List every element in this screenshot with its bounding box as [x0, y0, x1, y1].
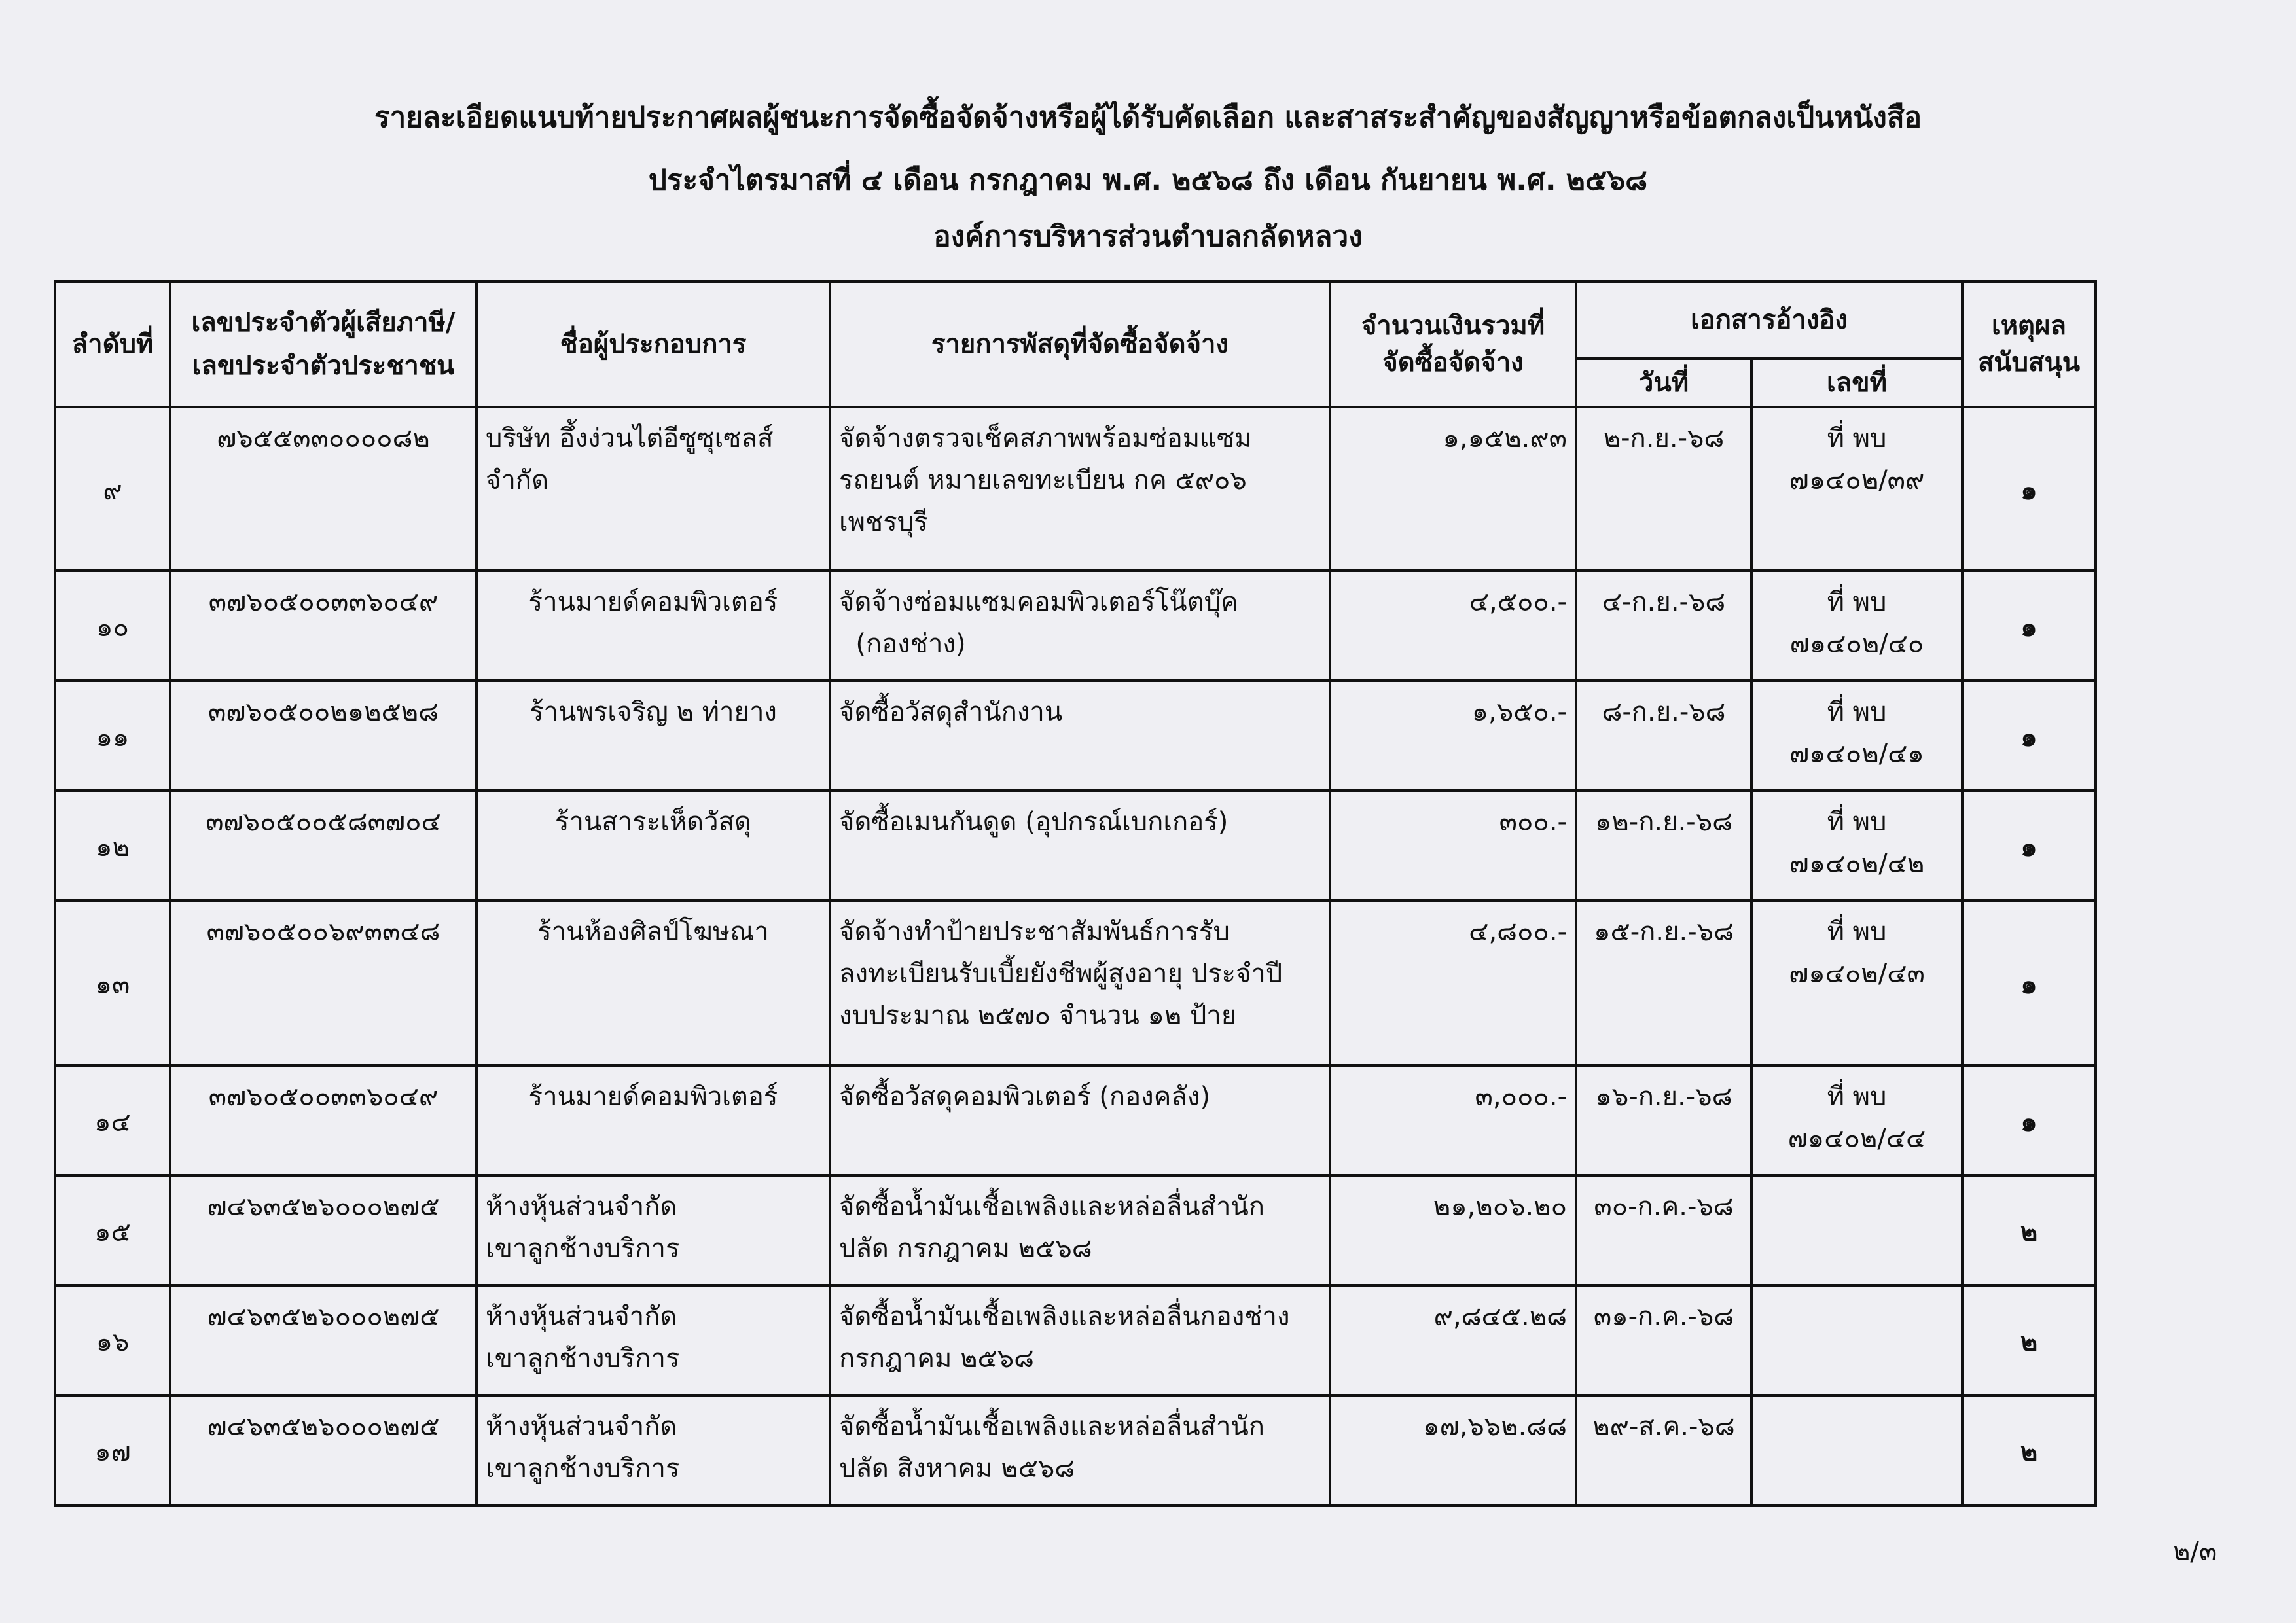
item-line: จัดจ้างทำป้ายประชาสัมพันธ์การรับ — [839, 917, 1230, 947]
cell-item — [830, 681, 1330, 791]
cell-tax-id — [170, 407, 476, 571]
cell-seq — [55, 1065, 170, 1175]
amount-value: ๔,๕๐๐.- — [1469, 587, 1567, 617]
cell-reason — [1962, 901, 2096, 1065]
vendor-line: ห้างหุ้นส่วนจำกัด — [486, 1412, 677, 1442]
table-row — [55, 1175, 2096, 1285]
cell-tax-id — [170, 1175, 476, 1285]
cell-amount — [1330, 901, 1576, 1065]
header-reason-line1: เหตุผล — [1992, 311, 2066, 341]
cell-amount — [1330, 1285, 1576, 1395]
header-item: รายการพัสดุที่จัดซื้อจัดจ้าง — [830, 281, 1330, 407]
cell-tax-id — [170, 901, 476, 1065]
item-line: จัดซื้อน้ำมันเชื้อเพลิงและหล่อลื่นสำนัก — [839, 1192, 1265, 1222]
cell-seq — [55, 681, 170, 791]
tax-id-value: ๓๗๖๐๕๐๐๓๓๖๐๔๙ — [208, 587, 439, 617]
cell-item — [830, 901, 1330, 1065]
cell-reason — [1962, 571, 2096, 681]
vendor-line: ร้านมายด์คอมพิวเตอร์ — [528, 587, 778, 617]
vendor-line: เขาลูกช้างบริการ — [486, 1454, 680, 1484]
item-line: จัดซื้อน้ำมันเชื้อเพลิงและหล่อลื่นสำนัก — [839, 1412, 1265, 1442]
cell-ref-no — [1751, 901, 1962, 1065]
item-line: จัดซื้อวัสดุสำนักงาน — [839, 697, 1063, 727]
cell-reason — [1962, 1285, 2096, 1395]
tax-id-value: ๗๔๖๓๕๒๖๐๐๐๒๗๕ — [207, 1412, 440, 1442]
cell-ref-no — [1751, 1065, 1962, 1175]
item-line: ลงทะเบียนรับเบี้ยยังชีพผู้สูงอายุ ประจำปี — [839, 959, 1283, 989]
amount-value: ๓๐๐.- — [1499, 807, 1567, 837]
cell-tax-id — [170, 791, 476, 901]
cell-ref-no — [1751, 681, 1962, 791]
ref-no-line: ๗๑๔๐๒/๔๓ — [1789, 959, 1925, 989]
cell-seq — [55, 1395, 170, 1505]
cell-ref-date — [1576, 791, 1751, 901]
header-seq: ลำดับที่ — [55, 281, 170, 407]
cell-seq — [55, 1175, 170, 1285]
cell-amount — [1330, 1395, 1576, 1505]
table-row — [55, 407, 2096, 571]
cell-seq — [55, 1285, 170, 1395]
amount-value: ๔,๘๐๐.- — [1469, 917, 1567, 947]
page-number: ๒/๓ — [2173, 1537, 2217, 1567]
cell-amount — [1330, 571, 1576, 681]
item-line: งบประมาณ ๒๕๗๐ จำนวน ๑๒ ป้าย — [839, 1001, 1237, 1031]
ref-date-value: ๑๖-ก.ย.-๖๘ — [1595, 1082, 1732, 1112]
reason-value: ๒ — [2020, 1437, 2038, 1467]
document-subtitle-period: ประจำไตรมาสที่ ๔ เดือน กรกฎาคม พ.ศ. ๒๕๖๘ ถึง เดือน กันยายน พ.ศ. ๒๕๖๘ — [648, 164, 1648, 197]
ref-no-line: ๗๑๔๐๒/๔๐ — [1789, 629, 1924, 659]
vendor-line: จำกัด — [486, 465, 549, 495]
header-tax-id — [170, 281, 476, 407]
procurement-table — [54, 280, 2097, 1507]
ref-no-line: ที่ พบ — [1827, 697, 1887, 727]
reason-value: ๑ — [2020, 1107, 2037, 1137]
ref-date-value: ๔-ก.ย.-๖๘ — [1602, 587, 1726, 617]
seq-value: ๑๓ — [95, 970, 130, 1000]
cell-ref-date — [1576, 681, 1751, 791]
cell-vendor — [476, 1065, 830, 1175]
item-line: จัดซื้อเมนกันดูด (อุปกรณ์เบกเกอร์) — [839, 807, 1229, 837]
cell-item — [830, 1175, 1330, 1285]
seq-value: ๑๒ — [96, 832, 130, 863]
item-line: จัดซื้อน้ำมันเชื้อเพลิงและหล่อลื่นกองช่าง — [839, 1302, 1290, 1332]
table-row — [55, 1395, 2096, 1505]
item-line: ปลัด กรกฎาคม ๒๕๖๘ — [839, 1234, 1092, 1264]
cell-vendor — [476, 901, 830, 1065]
ref-date-value: ๓๐-ก.ค.-๖๘ — [1594, 1192, 1734, 1222]
header-vendor: ชื่อผู้ประกอบการ — [476, 281, 830, 407]
cell-vendor — [476, 571, 830, 681]
seq-value: ๑๖ — [96, 1327, 130, 1357]
cell-ref-date — [1576, 1285, 1751, 1395]
seq-value: ๑๐ — [96, 613, 129, 643]
amount-value: ๑,๖๕๐.- — [1471, 697, 1567, 727]
cell-item — [830, 791, 1330, 901]
ref-no-line: ๗๑๔๐๒/๓๙ — [1789, 465, 1925, 495]
header-reason-line2: สนับสนุน — [1977, 348, 2081, 378]
reason-value: ๑ — [2020, 832, 2037, 863]
cell-reason — [1962, 1175, 2096, 1285]
cell-seq — [55, 901, 170, 1065]
header-amount-line2: จัดซื้อจัดจ้าง — [1382, 348, 1524, 378]
table-row — [55, 681, 2096, 791]
reason-value: ๑ — [2020, 476, 2037, 506]
cell-vendor — [476, 1395, 830, 1505]
reason-value: ๑ — [2020, 613, 2037, 643]
cell-ref-date — [1576, 571, 1751, 681]
cell-reason — [1962, 1395, 2096, 1505]
amount-value: ๒๑,๒๐๖.๒๐ — [1433, 1192, 1567, 1222]
ref-no-line: ที่ พบ — [1827, 917, 1887, 947]
ref-date-value: ๒๙-ส.ค.-๖๘ — [1592, 1412, 1735, 1442]
cell-tax-id — [170, 1285, 476, 1395]
cell-ref-date — [1576, 901, 1751, 1065]
table-row — [55, 1065, 2096, 1175]
ref-date-value: ๓๑-ก.ค.-๖๘ — [1593, 1302, 1734, 1332]
item-line: (กองช่าง) — [839, 629, 966, 659]
amount-value: ๓,๐๐๐.- — [1475, 1082, 1567, 1112]
header-ref-date: วันที่ — [1576, 359, 1751, 407]
cell-vendor — [476, 791, 830, 901]
ref-no-line: ๗๑๔๐๒/๔๒ — [1789, 849, 1925, 879]
reason-value: ๑ — [2020, 970, 2037, 1000]
cell-ref-date — [1576, 407, 1751, 571]
header-tax-id-line2: เลขประจำตัวประชาชน — [192, 351, 455, 381]
cell-item — [830, 1285, 1330, 1395]
item-line: กรกฎาคม ๒๕๖๘ — [839, 1344, 1034, 1374]
ref-no-line: ที่ พบ — [1827, 807, 1887, 837]
cell-reason — [1962, 407, 2096, 571]
item-line: รถยนต์ หมายเลขทะเบียน กค ๕๙๐๖ — [839, 465, 1247, 495]
tax-id-value: ๗๖๕๕๓๓๐๐๐๐๘๒ — [217, 423, 430, 454]
cell-ref-no — [1751, 791, 1962, 901]
ref-no-line: ๗๑๔๐๒/๔๑ — [1789, 739, 1924, 769]
tax-id-value: ๗๔๖๓๕๒๖๐๐๐๒๗๕ — [207, 1192, 440, 1222]
document-title: รายละเอียดแนบท้ายประกาศผลผู้ชนะการจัดซื้อจัดจ้างหรือผู้ได้รับคัดเลือก และสาสระสำคัญของสัญญาหรือข้อตกลงเป็นหนังสือ — [374, 101, 1922, 134]
header-ref-no: เลขที่ — [1751, 359, 1962, 407]
ref-date-value: ๑๕-ก.ย.-๖๘ — [1594, 917, 1734, 947]
item-line: เพชรบุรี — [839, 507, 928, 537]
tax-id-value: ๓๗๖๐๕๐๐๕๘๓๗๐๔ — [206, 807, 441, 837]
cell-ref-no — [1751, 1395, 1962, 1505]
ref-date-value: ๒-ก.ย.-๖๘ — [1603, 423, 1725, 454]
vendor-line: ห้างหุ้นส่วนจำกัด — [486, 1302, 677, 1332]
cell-ref-no — [1751, 1285, 1962, 1395]
tax-id-value: ๓๗๖๐๕๐๐๖๙๓๓๔๘ — [206, 917, 440, 947]
cell-item — [830, 1065, 1330, 1175]
tax-id-value: ๓๗๖๐๕๐๐๒๑๒๕๒๘ — [208, 697, 439, 727]
ref-no-line: ที่ พบ — [1827, 587, 1887, 617]
cell-seq — [55, 791, 170, 901]
header-tax-id-line1: เลขประจำตัวผู้เสียภาษี/ — [191, 308, 456, 338]
cell-ref-date — [1576, 1065, 1751, 1175]
cell-tax-id — [170, 1065, 476, 1175]
amount-value: ๑,๑๕๒.๙๓ — [1443, 423, 1567, 454]
seq-value: ๑๗ — [94, 1437, 131, 1467]
vendor-line: ห้างหุ้นส่วนจำกัด — [486, 1192, 677, 1222]
amount-value: ๙,๘๔๕.๒๘ — [1433, 1302, 1567, 1332]
cell-ref-date — [1576, 1175, 1751, 1285]
ref-date-value: ๘-ก.ย.-๖๘ — [1602, 697, 1726, 727]
item-line: จัดซื้อวัสดุคอมพิวเตอร์ (กองคลัง) — [839, 1082, 1211, 1112]
cell-tax-id — [170, 1395, 476, 1505]
reason-value: ๑ — [2020, 722, 2037, 753]
cell-vendor — [476, 407, 830, 571]
header-amount — [1330, 281, 1576, 407]
cell-amount — [1330, 681, 1576, 791]
header-reason — [1962, 281, 2096, 407]
vendor-line: เขาลูกช้างบริการ — [486, 1234, 680, 1264]
vendor-line: เขาลูกช้างบริการ — [486, 1344, 680, 1374]
reason-value: ๒ — [2020, 1217, 2038, 1247]
cell-tax-id — [170, 571, 476, 681]
item-line: ปลัด สิงหาคม ๒๕๖๘ — [839, 1454, 1075, 1484]
vendor-line: ร้านห้องศิลป์โฆษณา — [537, 917, 769, 947]
document-subtitle-organization: องค์การบริหารส่วนตำบลกลัดหลวง — [933, 220, 1363, 253]
reason-value: ๒ — [2020, 1327, 2038, 1357]
seq-value: ๑๕ — [94, 1217, 131, 1247]
vendor-line: ร้านมายด์คอมพิวเตอร์ — [528, 1082, 778, 1112]
item-line: จัดจ้างตรวจเช็คสภาพพร้อมซ่อมแซม — [839, 423, 1252, 454]
seq-value: ๙ — [103, 476, 122, 506]
vendor-line: ร้านสาระเห็ดวัสดุ — [555, 807, 751, 837]
cell-ref-no — [1751, 1175, 1962, 1285]
cell-ref-no — [1751, 571, 1962, 681]
cell-vendor — [476, 1175, 830, 1285]
header-ref-docs: เอกสารอ้างอิง — [1576, 281, 1962, 359]
cell-tax-id — [170, 681, 476, 791]
item-line: จัดจ้างซ่อมแซมคอมพิวเตอร์โน๊ตบุ๊ค — [839, 587, 1238, 617]
ref-no-line: ที่ พบ — [1827, 423, 1887, 454]
cell-reason — [1962, 681, 2096, 791]
cell-ref-date — [1576, 1395, 1751, 1505]
table-row — [55, 901, 2096, 1065]
cell-amount — [1330, 1065, 1576, 1175]
seq-value: ๑๑ — [96, 722, 130, 753]
amount-value: ๑๗,๖๖๒.๘๘ — [1423, 1412, 1567, 1442]
table-row — [55, 571, 2096, 681]
seq-value: ๑๔ — [94, 1107, 131, 1137]
cell-amount — [1330, 791, 1576, 901]
cell-seq — [55, 571, 170, 681]
ref-date-value: ๑๒-ก.ย.-๖๘ — [1595, 807, 1732, 837]
ref-no-line: ๗๑๔๐๒/๔๔ — [1787, 1124, 1926, 1154]
ref-no-line: ที่ พบ — [1827, 1082, 1887, 1112]
cell-item — [830, 1395, 1330, 1505]
cell-item — [830, 571, 1330, 681]
tax-id-value: ๓๗๖๐๕๐๐๓๓๖๐๔๙ — [208, 1082, 439, 1112]
cell-reason — [1962, 1065, 2096, 1175]
cell-ref-no — [1751, 407, 1962, 571]
cell-amount — [1330, 407, 1576, 571]
cell-item — [830, 407, 1330, 571]
cell-vendor — [476, 1285, 830, 1395]
vendor-line: ร้านพรเจริญ ๒ ท่ายาง — [529, 697, 777, 727]
vendor-line: บริษัท อึ้งง่วนไต่อีซูซุเซลส์ — [486, 423, 774, 454]
cell-seq — [55, 407, 170, 571]
tax-id-value: ๗๔๖๓๕๒๖๐๐๐๒๗๕ — [207, 1302, 440, 1332]
cell-reason — [1962, 791, 2096, 901]
cell-vendor — [476, 681, 830, 791]
cell-amount — [1330, 1175, 1576, 1285]
table-row — [55, 1285, 2096, 1395]
table-row — [55, 791, 2096, 901]
header-amount-line1: จำนวนเงินรวมที่ — [1361, 311, 1545, 341]
